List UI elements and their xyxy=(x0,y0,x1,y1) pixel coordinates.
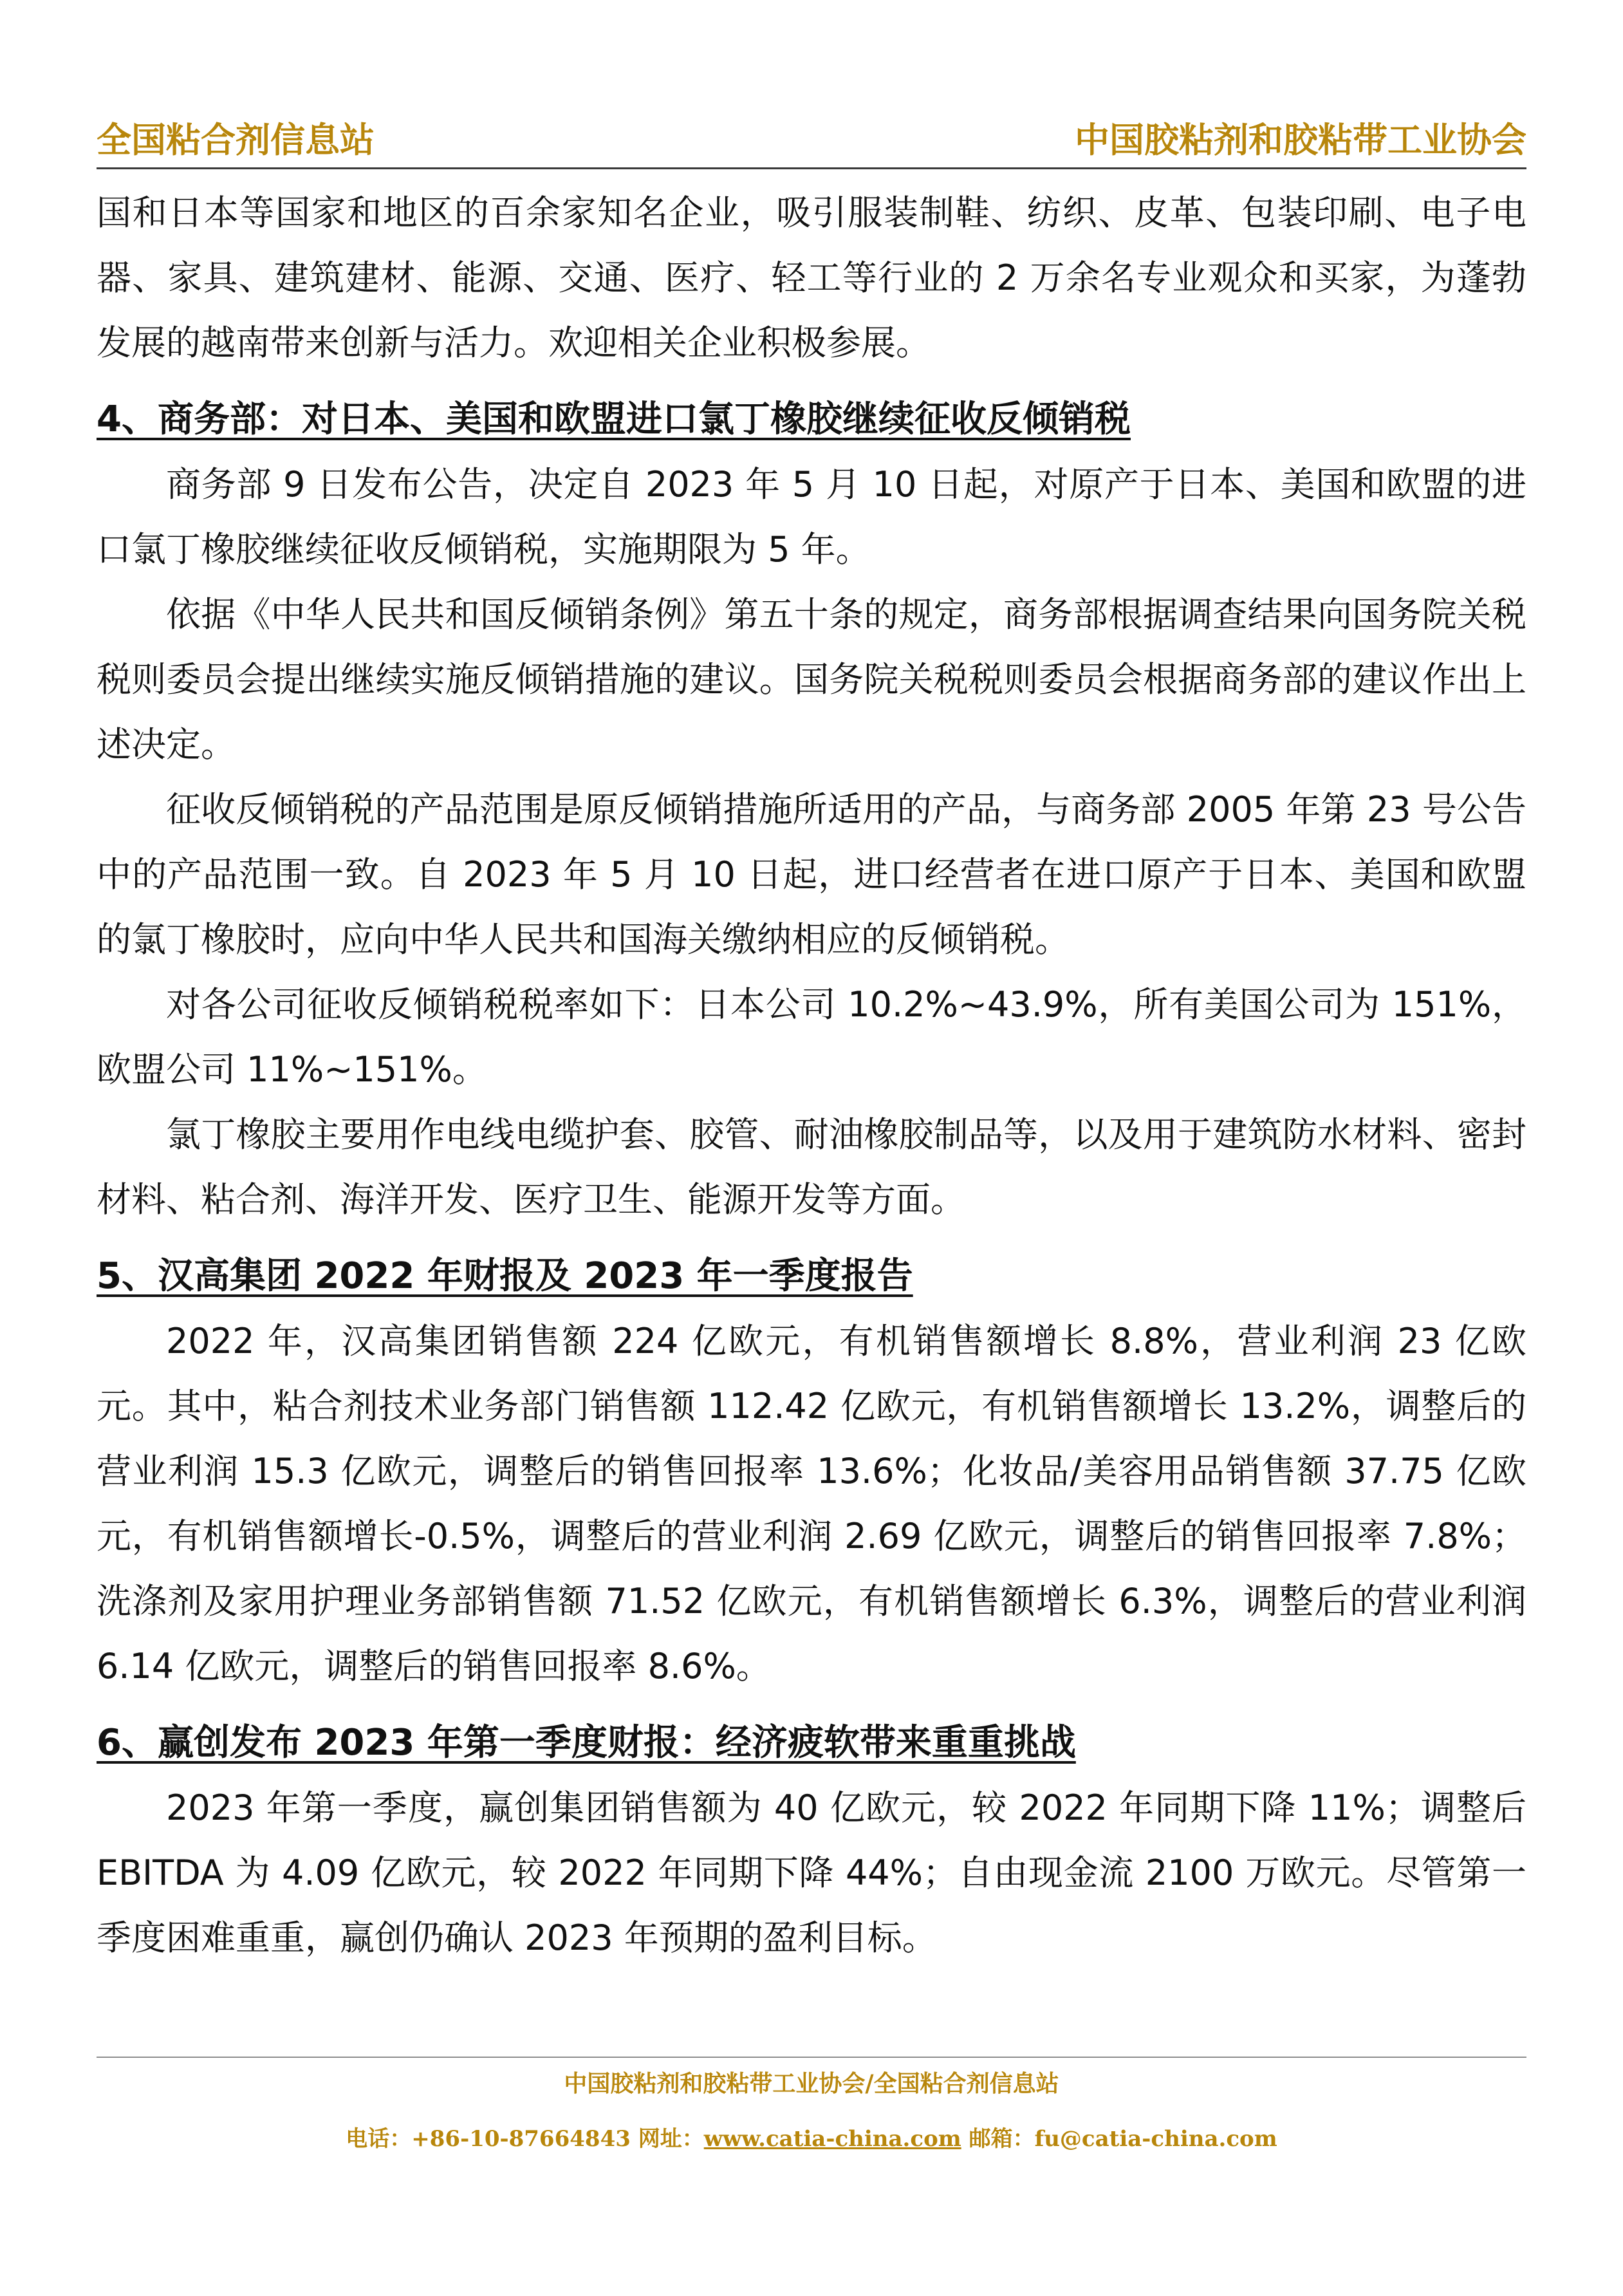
site-name: 全国粘合剂信息站 xyxy=(97,119,375,160)
continuation-paragraph: 国和日本等国家和地区的百余家知名企业，吸引服装制鞋、纺织、皮革、包装印刷、电子电器、家具、建筑建材、能源、交通、医疗、轻工等行业的 2 万余名专业观众和买家，为蓬勃发展的越南带来创新与活力。欢迎相关企业积极参展。 xyxy=(97,192,1526,363)
association-name: 中国胶粘剂和胶粘带工业协会 xyxy=(1075,119,1526,160)
page-footer xyxy=(97,2057,1526,2157)
section-heading-5: 5、汉高集团 2022 年财报及 2023 年一季度报告 xyxy=(97,1255,913,1297)
article-body xyxy=(97,180,1526,1970)
phone-number: +86-10-87664843 xyxy=(411,2126,631,2152)
footer-contact xyxy=(97,2121,1526,2157)
phone-label: 电话： xyxy=(346,2126,412,2152)
paragraph: 对各公司征收反倾销税税率如下：日本公司 10.2%~43.9%，所有美国公司为 151%，欧盟公司 11%~151%。 xyxy=(97,984,1526,1090)
website-link[interactable]: www.catia-china.com xyxy=(703,2126,961,2152)
paragraph: 2023 年第一季度，赢创集团销售额为 40 亿欧元，较 2022 年同期下降 11%；调整后 EBITDA 为 4.09 亿欧元，较 2022 年同期下降 44%；自由现金流 2100 万欧元。尽管第一季度困难重重，赢创仍确认 2023 年预期的盈利目标。 xyxy=(97,1787,1526,1958)
paragraph: 依据《中华人民共和国反倾销条例》第五十条的规定，商务部根据调查结果向国务院关税税则委员会提出继续实施反倾销措施的建议。国务院关税税则委员会根据商务部的建议作出上述决定。 xyxy=(97,594,1526,765)
email-address[interactable]: fu@catia-china.com xyxy=(1034,2126,1277,2152)
paragraph: 商务部 9 日发布公告，决定自 2023 年 5 月 10 日起，对原产于日本、美国和欧盟的进口氯丁橡胶继续征收反倾销税，实施期限为 5 年。 xyxy=(97,464,1526,570)
paragraph: 征收反倾销税的产品范围是原反倾销措施所适用的产品，与商务部 2005 年第 23 号公告中的产品范围一致。自 2023 年 5 月 10 日起，进口经营者在进口原产于日本、美国和欧盟的氯丁橡胶时，应向中华人民共和国海关缴纳相应的反倾销税。 xyxy=(97,789,1526,960)
section-heading-6: 6、赢创发布 2023 年第一季度财报：经济疲软带来重重挑战 xyxy=(97,1722,1076,1764)
web-label: 网址： xyxy=(638,2126,704,2152)
email-label: 邮箱： xyxy=(969,2126,1035,2152)
footer-organization: 中国胶粘剂和胶粘带工业协会/全国粘合剂信息站 xyxy=(564,2070,1059,2097)
paragraph: 氯丁橡胶主要用作电线电缆护套、胶管、耐油橡胶制品等，以及用于建筑防水材料、密封材料、粘合剂、海洋开发、医疗卫生、能源开发等方面。 xyxy=(97,1114,1526,1220)
page-header xyxy=(97,116,1526,169)
paragraph: 2022 年，汉高集团销售额 224 亿欧元，有机销售额增长 8.8%，营业利润 23 亿欧元。其中，粘合剂技术业务部门销售额 112.42 亿欧元，有机销售额增长 13.2%，调整后的营业利润 15.3 亿欧元，调整后的销售回报率 13.6%；化妆品/美容用品销售额 37.75 亿欧元，有机销售额增长-0.5%，调整后的营业利润 2.69 亿欧元，调整后的销售回报率 7.8%；洗涤剂及家用护理业务部销售额 71.52 亿欧元，有机销售额增长 6.3%，调整后的营业利润 6.14 亿欧元，调整后的销售回报率 8.6%。 xyxy=(97,1321,1526,1686)
section-heading-4: 4、商务部：对日本、美国和欧盟进口氯丁橡胶继续征收反倾销税 xyxy=(97,398,1131,440)
